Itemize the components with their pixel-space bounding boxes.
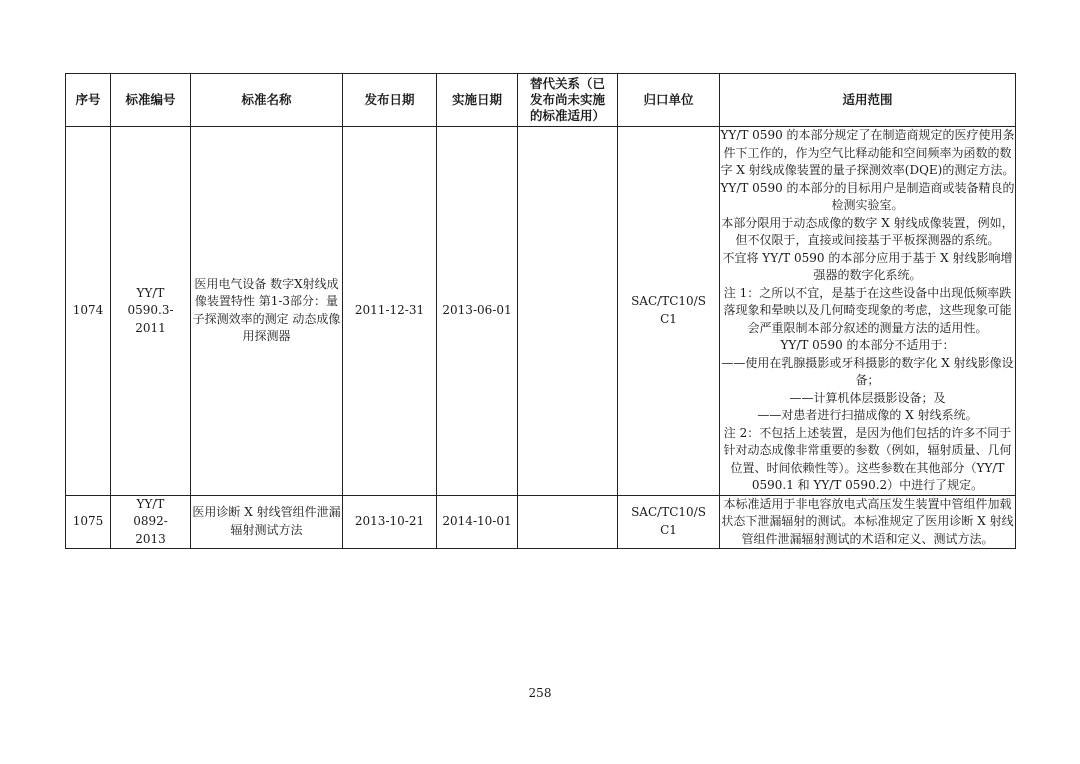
table-row bbox=[66, 495, 1016, 549]
header-serial-no: 序号 bbox=[66, 74, 111, 127]
standard-name: 医用诊断 X 射线管组件泄漏辐射测试方法 bbox=[191, 495, 343, 549]
header-standard-code: 标准编号 bbox=[111, 74, 191, 127]
publish-date: 2013-10-21 bbox=[343, 495, 437, 549]
serial-no: 1074 bbox=[66, 127, 111, 496]
header-responsible-unit: 归口单位 bbox=[618, 74, 720, 127]
replacement bbox=[518, 495, 618, 549]
scope-note: 注 1：之所以不宜，是基于在这些设备中出现低频率跌落现象和晕映以及几何畸变现象的考虑，这些现象可能会严重限制本部分叙述的测量方法的适用性。 bbox=[723, 285, 1012, 335]
header-implement-date: 实施日期 bbox=[437, 74, 518, 127]
standard-name: 医用电气设备 数字X射线成像装置特性 第1-3部分：量子探测效率的测定 动态成像用探测器 bbox=[191, 127, 343, 496]
replacement bbox=[518, 127, 618, 496]
standards-table bbox=[65, 73, 1016, 549]
implement-date: 2014-10-01 bbox=[437, 495, 518, 549]
header-publish-date: 发布日期 bbox=[343, 74, 437, 127]
standard-code: YY/T 0892-2013 bbox=[111, 495, 191, 549]
scope-list-item: ——使用在乳腺摄影或牙科摄影的数字化 X 射线影像设备； bbox=[721, 355, 1014, 387]
scope-list-item: ——对患者进行扫描成像的 X 射线系统。 bbox=[757, 408, 978, 422]
standard-code: YY/T 0590.3-2011 bbox=[111, 127, 191, 496]
implement-date: 2013-06-01 bbox=[437, 127, 518, 496]
responsible-unit: SAC/TC10/SC1 bbox=[618, 127, 720, 496]
scope-paragraph: 不宜将 YY/T 0590 的本部分应用于基于 X 射线影响增强器的数字化系统。 bbox=[722, 250, 1013, 282]
scope-paragraph: YY/T 0590 的本部分规定了在制造商规定的医疗使用条件下工作的，作为空气比释动能和空间频率为函数的数字 X 射线成像装置的量子探测效率(DQE)的测定方法。YY/T 0590 的本部分的目标用户是制造商或装备精良的检测实验室。 bbox=[720, 128, 1015, 212]
scope-note: 注 2：不包括上述装置，是因为他们包括的许多不同于针对动态成像非常重要的参数（例如，辐射质量、几何位置、时间依赖性等）。这些参数在其他部分（YY/T 0590.1 和 YY/T 0590.2）中进行了规定。 bbox=[723, 425, 1012, 492]
scope-paragraph: YY/T 0590 的本部分不适用于： bbox=[780, 338, 955, 352]
publish-date: 2011-12-31 bbox=[343, 127, 437, 496]
header-scope: 适用范围 bbox=[720, 74, 1016, 127]
table-row bbox=[66, 127, 1016, 496]
scope-paragraph: 本标准适用于非电容放电式高压发生装置中管组件加载状态下泄漏辐射的测试。本标准规定了医用诊断 X 射线管组件泄漏辐射测试的术语和定义、测试方法。 bbox=[721, 496, 1014, 546]
header-replacement: 替代关系（已发布尚未实施的标准适用） bbox=[518, 74, 618, 127]
table-header-row bbox=[66, 74, 1016, 127]
serial-no: 1075 bbox=[66, 495, 111, 549]
responsible-unit: SAC/TC10/SC1 bbox=[618, 495, 720, 549]
scope-list-item: ——计算机体层摄影设备；及 bbox=[789, 390, 946, 405]
scope-cell bbox=[720, 127, 1016, 496]
scope-cell bbox=[720, 495, 1016, 549]
page-number: 258 bbox=[528, 686, 552, 700]
header-standard-name: 标准名称 bbox=[191, 74, 343, 127]
scope-paragraph: 本部分限用于动态成像的数字 X 射线成像装置，例如，但不仅限于，直接或间接基于平板探测器的系统。 bbox=[721, 215, 1014, 247]
